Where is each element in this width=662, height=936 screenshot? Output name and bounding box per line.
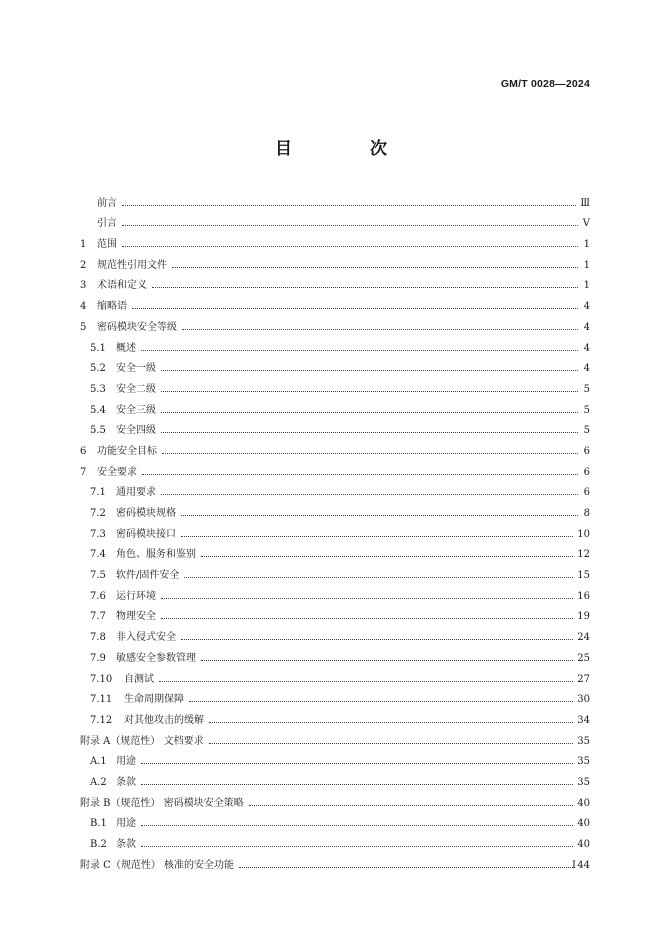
toc-entry-page: 4	[583, 342, 590, 354]
toc-entry-page: 4	[583, 363, 590, 375]
toc-entry[interactable]	[80, 685, 590, 706]
toc-entry[interactable]	[80, 498, 590, 519]
toc-entry-number: 5.5	[90, 425, 106, 437]
toc-entry-number: 5.1	[90, 342, 106, 354]
toc-dot-leader	[161, 494, 578, 495]
toc-entry-number: 1	[80, 239, 87, 251]
toc-entry-title: 安全四级	[116, 425, 156, 437]
toc-entry[interactable]	[80, 767, 590, 788]
toc-dot-leader	[189, 701, 573, 702]
toc-entry-title: 安全一级	[116, 363, 156, 375]
toc-entry-number: 5.2	[90, 363, 106, 375]
toc-entry[interactable]	[80, 395, 590, 416]
toc-dot-leader	[182, 329, 578, 330]
table-of-contents	[80, 188, 590, 871]
toc-title: 目 次	[275, 139, 423, 159]
toc-dot-leader	[141, 825, 573, 826]
toc-entry[interactable]	[80, 560, 590, 581]
toc-entry-title: 规范性引用文件	[97, 259, 167, 271]
toc-entry-page: 5	[583, 383, 590, 395]
toc-entry[interactable]	[80, 519, 590, 540]
toc-entry[interactable]	[80, 457, 590, 478]
toc-entry[interactable]	[80, 622, 590, 643]
toc-entry[interactable]	[80, 850, 590, 871]
toc-entry-page: 4	[583, 321, 590, 333]
toc-entry-title: 附录 C（规范性） 核准的安全功能	[80, 859, 235, 871]
toc-entry-number: 7.4	[90, 549, 106, 561]
toc-entry-number: 2	[80, 259, 87, 271]
toc-dot-leader	[142, 474, 578, 475]
toc-entry-number: 4	[80, 301, 87, 313]
toc-dot-leader	[141, 846, 573, 847]
toc-dot-leader	[209, 722, 573, 723]
toc-entry-number: 7.12	[90, 714, 113, 726]
toc-entry-page: 5	[583, 404, 590, 416]
toc-entry-page: 15	[577, 570, 590, 582]
toc-dot-leader	[152, 287, 578, 288]
toc-entry-title: 安全三级	[116, 404, 156, 416]
toc-entry-number: 7.10	[90, 673, 113, 685]
toc-entry-title: 概述	[116, 342, 136, 354]
toc-entry[interactable]	[80, 374, 590, 395]
toc-entry-title: 缩略语	[97, 301, 127, 313]
toc-entry[interactable]	[80, 829, 590, 850]
toc-entry-page: 6	[583, 487, 590, 499]
toc-entry-page: 25	[577, 652, 590, 664]
toc-entry-page: 35	[577, 756, 590, 768]
toc-entry-page: 34	[577, 714, 590, 726]
toc-entry[interactable]	[80, 540, 590, 561]
toc-dot-leader	[181, 536, 573, 537]
toc-entry-number: B.2	[90, 839, 107, 850]
toc-dot-leader	[172, 267, 578, 268]
toc-dot-leader	[141, 350, 578, 351]
toc-entry-page: 8	[583, 508, 590, 519]
toc-entry-page: 35	[577, 776, 590, 788]
toc-entry[interactable]	[80, 333, 590, 354]
toc-dot-leader	[141, 763, 573, 764]
toc-entry-number: 7.9	[90, 652, 106, 664]
toc-entry-number: 3	[80, 280, 87, 292]
toc-entry[interactable]	[80, 809, 590, 830]
toc-entry-number: 5.3	[90, 383, 106, 395]
toc-entry-number: 7.5	[90, 570, 106, 582]
toc-dot-leader	[159, 681, 573, 682]
toc-entry-number: 5	[80, 321, 87, 333]
toc-entry-page: Ⅴ	[582, 218, 590, 230]
toc-entry-title: 范围	[97, 239, 117, 251]
toc-entry[interactable]	[80, 747, 590, 768]
toc-entry-page: 4	[583, 301, 590, 313]
toc-entry[interactable]	[80, 291, 590, 312]
toc-entry-number: A.2	[90, 776, 107, 788]
toc-entry-title: 物理安全	[116, 611, 156, 623]
toc-entry-page: 6	[583, 445, 590, 457]
toc-entry-page: 1	[583, 259, 590, 271]
toc-dot-leader	[181, 515, 578, 516]
toc-entry-page: Ⅲ	[580, 197, 590, 209]
toc-entry[interactable]	[80, 602, 590, 623]
toc-entry-title: 附录 B（规范性） 密码模块安全策略	[80, 797, 244, 809]
toc-entry-number: 7.11	[90, 694, 113, 706]
toc-dot-leader	[201, 660, 573, 661]
toc-entry-page: 40	[577, 818, 590, 830]
toc-entry-title: 密码模块接口	[116, 528, 176, 540]
toc-entry[interactable]	[80, 664, 590, 685]
toc-entry-page: 1	[583, 239, 590, 251]
toc-entry-number: 6	[80, 445, 87, 457]
toc-entry-title: 安全二级	[116, 383, 156, 395]
toc-dot-leader	[239, 867, 573, 868]
toc-entry[interactable]	[80, 354, 590, 375]
toc-entry[interactable]	[80, 188, 590, 209]
toc-entry[interactable]	[80, 416, 590, 437]
toc-entry-title: 运行环境	[116, 590, 156, 602]
toc-entry-title: 软件/固件安全	[116, 570, 180, 582]
toc-entry-number: 7.8	[90, 632, 106, 644]
toc-entry-title: 非入侵式安全	[116, 632, 176, 644]
toc-entry-title: 安全要求	[97, 466, 137, 478]
toc-entry-number: 7.2	[90, 508, 106, 519]
toc-entry-title: 用途	[116, 756, 136, 768]
toc-entry-title: 角色、服务和鉴别	[116, 549, 196, 561]
toc-entry[interactable]	[80, 478, 590, 499]
toc-entry-title: 术语和定义	[97, 280, 147, 292]
toc-entry[interactable]	[80, 581, 590, 602]
toc-entry-number: 7	[80, 466, 87, 478]
toc-entry-title: 前言	[97, 197, 117, 209]
toc-dot-leader	[161, 391, 578, 392]
toc-entry[interactable]	[80, 643, 590, 664]
toc-entry-title: 附录 A（规范性） 文档要求	[80, 735, 204, 747]
toc-dot-leader	[161, 412, 578, 413]
toc-dot-leader	[122, 225, 578, 226]
toc-entry-page: 30	[577, 694, 590, 706]
toc-entry[interactable]	[80, 312, 590, 333]
toc-entry-title: 自测试	[124, 673, 154, 685]
toc-entry-title: 密码模块规格	[116, 508, 176, 519]
toc-entry-title: 通用要求	[116, 487, 156, 499]
toc-dot-leader	[141, 784, 573, 785]
toc-entry-title: 条款	[116, 839, 136, 850]
toc-entry-number: A.1	[90, 756, 107, 768]
toc-entry-page: 24	[577, 632, 590, 644]
toc-dot-leader	[201, 556, 573, 557]
toc-entry[interactable]	[80, 271, 590, 292]
toc-entry-page: 27	[577, 673, 590, 685]
toc-dot-leader	[122, 246, 578, 247]
toc-dot-leader	[161, 370, 578, 371]
toc-entry-title: 敏感安全参数管理	[116, 652, 196, 664]
toc-entry-title: 对其他攻击的缓解	[124, 714, 204, 726]
toc-entry[interactable]	[80, 726, 590, 747]
toc-entry[interactable]	[80, 250, 590, 271]
toc-dot-leader	[161, 432, 578, 433]
toc-entry-title: 条款	[116, 776, 136, 788]
toc-entry-title: 生命周期保障	[124, 694, 184, 706]
toc-entry[interactable]	[80, 436, 590, 457]
standard-code: GM/T 0028—2024	[500, 78, 590, 90]
toc-dot-leader	[122, 205, 576, 206]
toc-entry-number: 7.1	[90, 487, 106, 499]
toc-dot-leader	[184, 577, 573, 578]
toc-dot-leader	[181, 639, 573, 640]
toc-dot-leader	[209, 743, 574, 744]
toc-dot-leader	[161, 618, 573, 619]
toc-dot-leader	[249, 805, 574, 806]
toc-dot-leader	[162, 453, 578, 454]
toc-entry[interactable]	[80, 705, 590, 726]
toc-entry-page: 35	[577, 735, 590, 747]
toc-entry-title: 引言	[97, 218, 117, 230]
toc-entry-page: 1	[583, 280, 590, 292]
toc-entry-page: 10	[577, 528, 590, 540]
toc-dot-leader	[161, 598, 573, 599]
toc-entry-number: 7.7	[90, 611, 106, 623]
toc-entry-number: 7.3	[90, 528, 106, 540]
toc-entry-page: 40	[577, 839, 590, 850]
toc-entry-page: 6	[583, 466, 590, 478]
toc-entry-number: 7.6	[90, 590, 106, 602]
toc-entry-page: 19	[577, 611, 590, 623]
toc-entry-page: 12	[577, 549, 590, 561]
toc-entry-title: 用途	[116, 818, 136, 830]
toc-entry[interactable]	[80, 209, 590, 230]
toc-entry-page: 16	[577, 590, 590, 602]
toc-dot-leader	[132, 308, 578, 309]
toc-entry-title: 功能安全目标	[97, 445, 157, 457]
toc-entry[interactable]	[80, 229, 590, 250]
toc-entry-title: 密码模块安全等级	[97, 321, 177, 333]
toc-entry[interactable]	[80, 788, 590, 809]
toc-entry-page: 40	[577, 797, 590, 809]
toc-entry-page: 44	[577, 859, 590, 871]
toc-entry-number: B.1	[90, 818, 107, 830]
page-number: I	[572, 860, 576, 871]
toc-entry-page: 5	[583, 425, 590, 437]
toc-entry-number: 5.4	[90, 404, 106, 416]
